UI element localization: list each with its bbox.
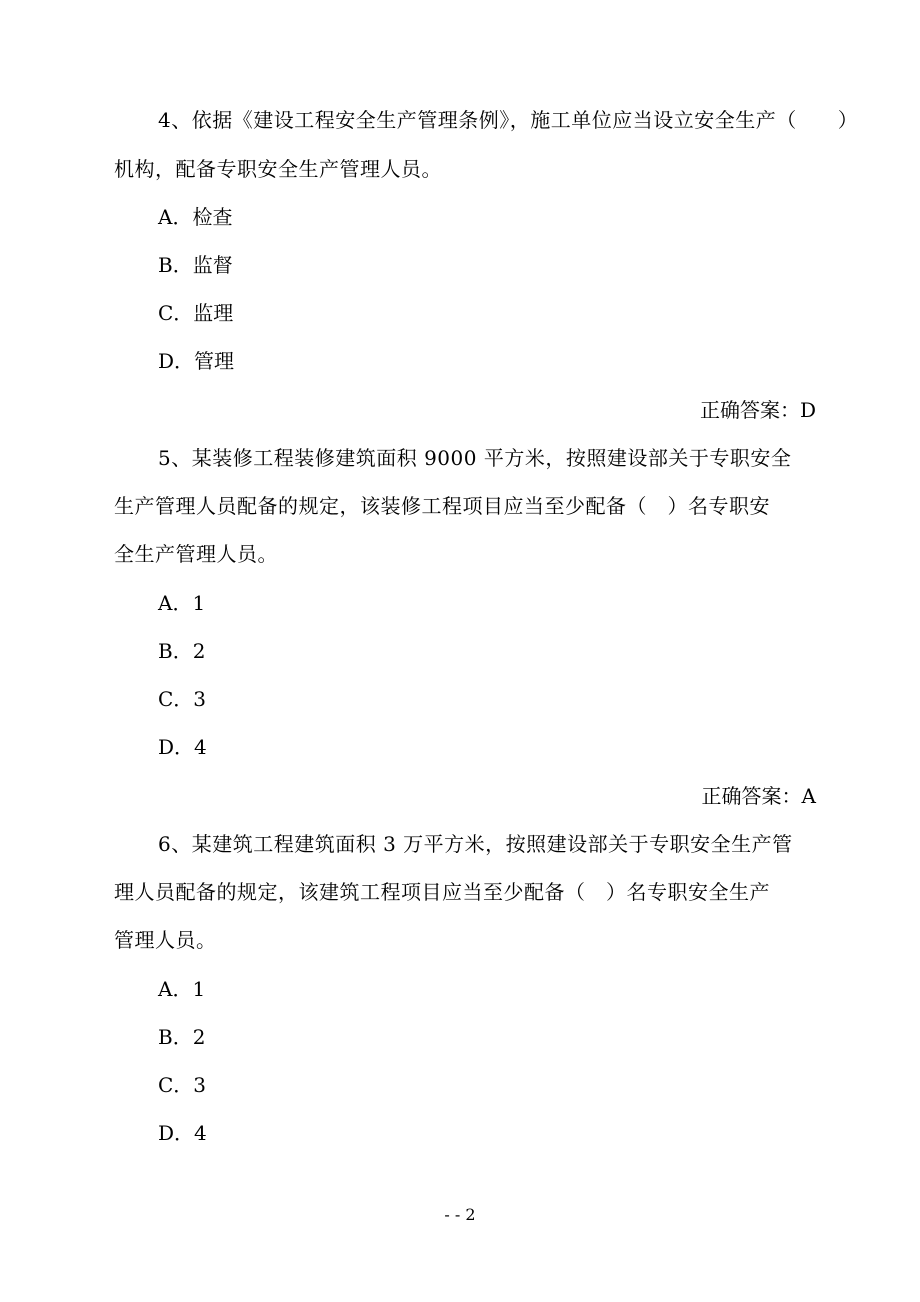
question-4-option-d: D．管理 bbox=[158, 349, 235, 373]
question-6-line-3: 管理人员。 bbox=[114, 928, 217, 952]
question-4-line-1: 4、依据《建设工程安全生产管理条例》，施工单位应当设立安全生产（ ） bbox=[158, 108, 859, 132]
question-6-option-c: C．3 bbox=[158, 1073, 207, 1097]
question-4-option-b: B．监督 bbox=[158, 253, 233, 277]
question-5-option-b: B．2 bbox=[158, 639, 206, 663]
question-6-option-b: B．2 bbox=[158, 1025, 206, 1049]
question-5-option-d: D．4 bbox=[158, 735, 207, 759]
question-5-answer: 正确答案：A bbox=[701, 784, 816, 808]
question-6-option-d: D．4 bbox=[158, 1121, 207, 1145]
question-4-option-a: A．检查 bbox=[158, 205, 233, 229]
question-4-option-c: C．监理 bbox=[158, 301, 234, 325]
question-5-line-2: 生产管理人员配备的规定，该装修工程项目应当至少配备（ ）名专职安 bbox=[114, 494, 770, 518]
question-6-line-1: 6、某建筑工程建筑面积 3 万平方米，按照建设部关于专职安全生产管 bbox=[158, 832, 793, 856]
question-6-line-2: 理人员配备的规定，该建筑工程项目应当至少配备（ ）名专职安全生产 bbox=[114, 880, 770, 904]
question-4-line-2: 机构，配备专职安全生产管理人员。 bbox=[114, 157, 442, 181]
question-6-option-a: A．1 bbox=[158, 977, 206, 1001]
question-5-line-1: 5、某装修工程装修建筑面积 9000 平方米，按照建设部关于专职安全 bbox=[158, 446, 792, 470]
question-5-option-c: C．3 bbox=[158, 687, 207, 711]
question-5-option-a: A．1 bbox=[158, 591, 206, 615]
page-number: - - 2 bbox=[444, 1205, 476, 1224]
question-5-line-3: 全生产管理人员。 bbox=[114, 542, 278, 566]
question-4-answer: 正确答案：D bbox=[699, 398, 816, 422]
